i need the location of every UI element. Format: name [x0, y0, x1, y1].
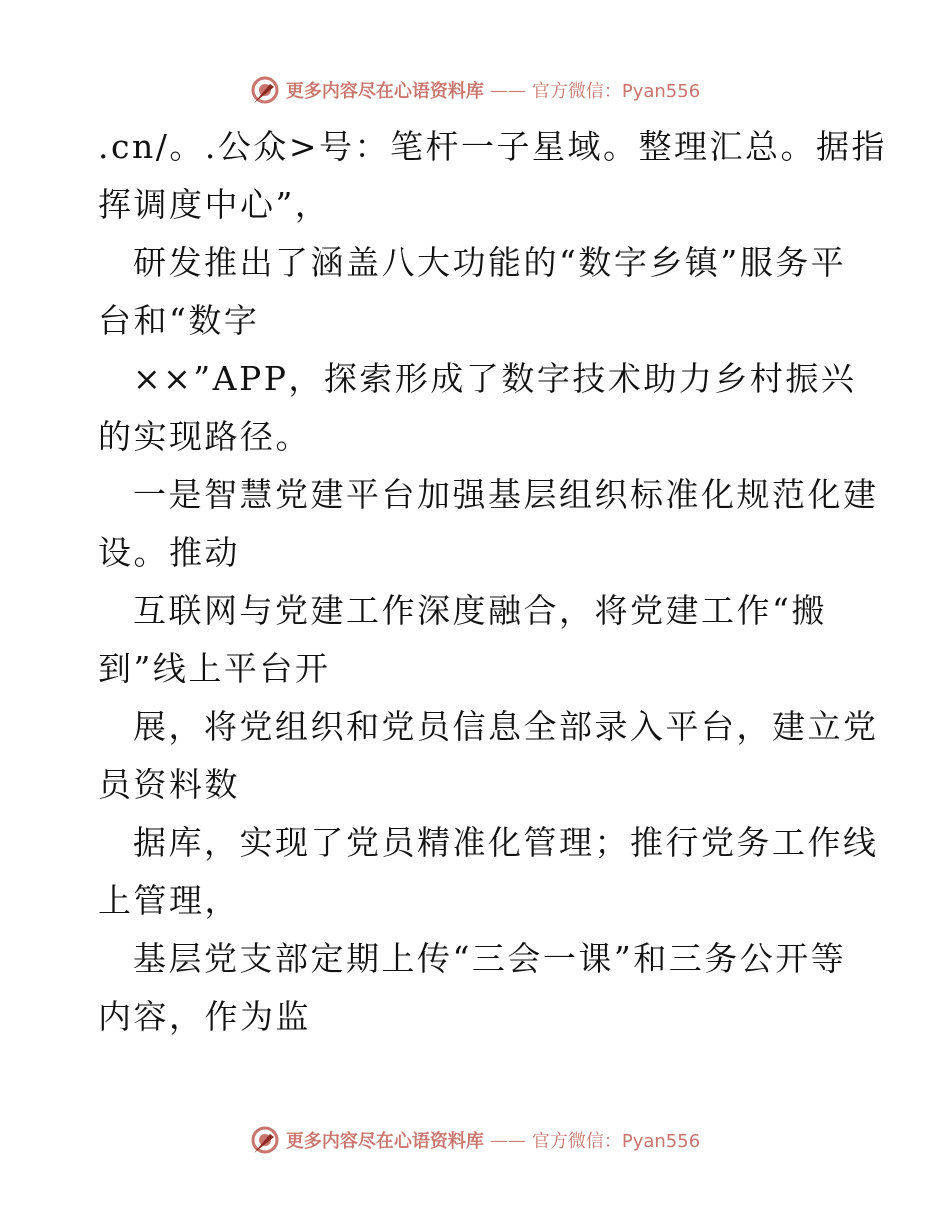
text-line: 内容，作为监 [98, 997, 311, 1036]
text-line: 互联网与党建工作深度融合，将党建工作“搬 [133, 591, 827, 630]
quill-pen-logo-icon [250, 75, 280, 105]
watermark-wechat: 官方微信：Pyan556 [531, 1131, 701, 1152]
quill-pen-logo-icon [250, 1125, 280, 1155]
text-line: 设。推动 [98, 533, 240, 572]
watermark-separator: —— [489, 79, 526, 101]
text-line: 上管理， [98, 881, 240, 920]
footer-watermark [0, 1122, 950, 1158]
header-watermark [0, 72, 950, 108]
text-line: 展，将党组织和党员信息全部录入平台，建立党 [133, 707, 879, 746]
watermark-wechat: 官方微信：Pyan556 [531, 81, 701, 102]
text-line: 研发推出了涵盖八大功能的“数字乡镇”服务平 [133, 243, 847, 282]
text-line: ××”APP，探索形成了数字技术助力乡村振兴 [133, 359, 857, 398]
watermark-separator: —— [489, 1129, 526, 1151]
document-body [98, 118, 887, 1046]
text-line: 员资料数 [98, 765, 240, 804]
text-line: 台和“数字 [98, 301, 260, 340]
text-line: 挥调度中心”， [98, 185, 331, 224]
text-line: 据库，实现了党员精准化管理；推行党务工作线 [133, 823, 879, 862]
text-line: 到”线上平台开 [98, 649, 331, 688]
text-line: .cn/。.公众>号：笔杆一子星域。整理汇总。据指 [98, 127, 887, 166]
watermark-text: 更多内容尽在心语资料库 [285, 81, 484, 102]
watermark-text: 更多内容尽在心语资料库 [285, 1131, 484, 1152]
text-line: 一是智慧党建平台加强基层组织标准化规范化建 [133, 475, 879, 514]
text-line: 的实现路径。 [98, 417, 311, 456]
text-line: 基层党支部定期上传“三会一课”和三务公开等 [133, 939, 847, 978]
